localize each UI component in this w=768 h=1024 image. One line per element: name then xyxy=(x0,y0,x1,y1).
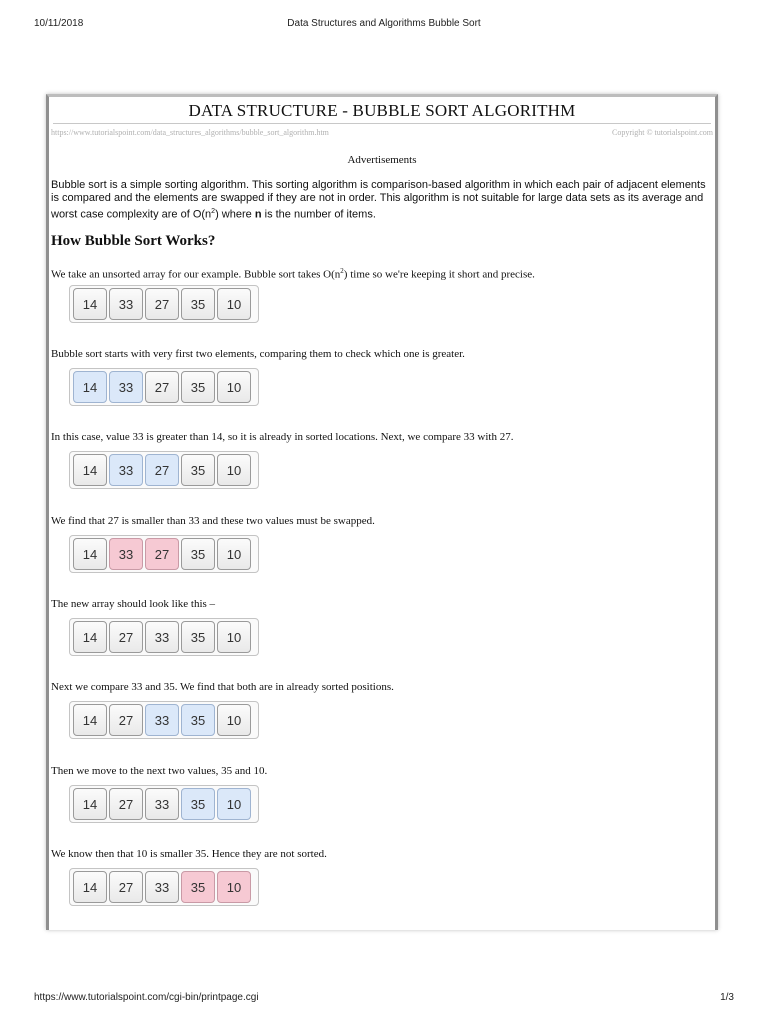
intro-text-2: ) where xyxy=(215,208,255,221)
intro-n: n xyxy=(254,208,262,221)
page-title: DATA STRUCTURE - BUBBLE SORT ALGORITHM xyxy=(188,101,576,120)
array-cell: 10 xyxy=(217,371,251,403)
array-cell: 10 xyxy=(217,621,251,653)
step-paragraph xyxy=(51,848,711,861)
array-cell: 33 xyxy=(109,371,143,403)
step-text: Bubble sort starts with very first two elements, comparing them to check which one is greater. xyxy=(51,348,465,360)
step-paragraph xyxy=(51,765,711,778)
array-cell: 14 xyxy=(73,288,107,320)
step-paragraph xyxy=(51,515,711,528)
step-paragraph xyxy=(51,598,711,611)
footer-url: https://www.tutorialspoint.com/cgi-bin/printpage.cgi xyxy=(34,992,259,1003)
array-cell: 33 xyxy=(145,621,179,653)
array-cell: 14 xyxy=(73,454,107,486)
array-cell: 33 xyxy=(109,454,143,486)
step-paragraph xyxy=(51,681,711,694)
array-cell: 10 xyxy=(217,788,251,820)
step-text-tail: ) time so we're keeping it short and precise. xyxy=(343,268,535,281)
array-cell: 27 xyxy=(109,704,143,736)
array-cell: 14 xyxy=(73,538,107,570)
step-paragraph xyxy=(51,431,711,444)
array-cell: 35 xyxy=(181,371,215,403)
print-title: Data Structures and Algorithms Bubble Sort xyxy=(287,18,481,29)
array-diagram xyxy=(69,451,259,489)
array-cell: 14 xyxy=(73,788,107,820)
array-cell: 35 xyxy=(181,704,215,736)
array-cell: 33 xyxy=(145,704,179,736)
page-frame xyxy=(46,94,718,930)
print-footer xyxy=(34,992,734,1006)
title-divider xyxy=(53,123,711,124)
array-cell: 35 xyxy=(181,871,215,903)
array-cell: 33 xyxy=(109,538,143,570)
array-cell: 27 xyxy=(109,788,143,820)
step-text: In this case, value 33 is greater than 14, so it is already in sorted locations. Next, we compare 33 with 27. xyxy=(51,431,514,443)
step-text: The new array should look like this – xyxy=(51,598,216,610)
page-number: 1/3 xyxy=(720,992,734,1003)
intro-superscript: 2 xyxy=(211,208,216,215)
section-heading: How Bubble Sort Works? xyxy=(51,233,216,249)
array-cell: 10 xyxy=(217,538,251,570)
step-superscript: 2 xyxy=(340,267,344,275)
intro-text-3: is the number of items. xyxy=(261,208,376,221)
array-cell: 10 xyxy=(217,871,251,903)
array-diagram xyxy=(69,785,259,823)
intro-paragraph xyxy=(51,179,711,222)
array-cell: 35 xyxy=(181,788,215,820)
step-text: We know then that 10 is smaller 35. Hence they are not sorted. xyxy=(51,848,327,860)
array-cell: 14 xyxy=(73,704,107,736)
array-cell: 35 xyxy=(181,538,215,570)
array-diagram xyxy=(69,618,259,656)
array-cell: 27 xyxy=(145,371,179,403)
array-diagram xyxy=(69,868,259,906)
array-cell: 35 xyxy=(181,621,215,653)
source-url-link[interactable]: https://www.tutorialspoint.com/data_structures_algorithms/bubble_sort_algorithm.htm xyxy=(51,128,329,137)
step-text: Next we compare 33 and 35. We find that both are in already sorted positions. xyxy=(51,681,394,693)
array-cell: 10 xyxy=(217,454,251,486)
array-diagram xyxy=(69,285,259,323)
array-cell: 27 xyxy=(109,621,143,653)
step-text: We take an unsorted array for our example. Bubble sort takes O(n xyxy=(51,268,341,281)
array-cell: 14 xyxy=(73,371,107,403)
step-text: Then we move to the next two values, 35 and 10. xyxy=(51,765,268,777)
print-header xyxy=(34,18,734,32)
advertisements-label: Advertisements xyxy=(347,154,417,166)
array-cell: 33 xyxy=(145,871,179,903)
intro-text-1: Bubble sort is a simple sorting algorithm. This sorting algorithm is comparison-based algorithm in which each pair of adjacent elements is compared and the elements are swapped if they are not in order. This algorithm is not suitable for large data sets as its average and worst case complexity are of O(n xyxy=(51,179,706,221)
array-cell: 14 xyxy=(73,871,107,903)
array-cell: 27 xyxy=(145,538,179,570)
array-diagram xyxy=(69,535,259,573)
step-text: We find that 27 is smaller than 33 and these two values must be swapped. xyxy=(51,515,375,527)
array-cell: 14 xyxy=(73,621,107,653)
array-cell: 35 xyxy=(181,288,215,320)
array-cell: 27 xyxy=(109,871,143,903)
print-date: 10/11/2018 xyxy=(34,18,84,29)
array-diagram xyxy=(69,701,259,739)
array-cell: 10 xyxy=(217,288,251,320)
array-cell: 33 xyxy=(145,788,179,820)
step-paragraph xyxy=(51,348,711,361)
array-cell: 27 xyxy=(145,288,179,320)
array-diagram xyxy=(69,368,259,406)
copyright-text: Copyright © tutorialspoint.com xyxy=(612,128,713,137)
array-cell: 10 xyxy=(217,704,251,736)
step-paragraph xyxy=(51,265,711,282)
array-cell: 33 xyxy=(109,288,143,320)
array-cell: 27 xyxy=(145,454,179,486)
array-cell: 35 xyxy=(181,454,215,486)
